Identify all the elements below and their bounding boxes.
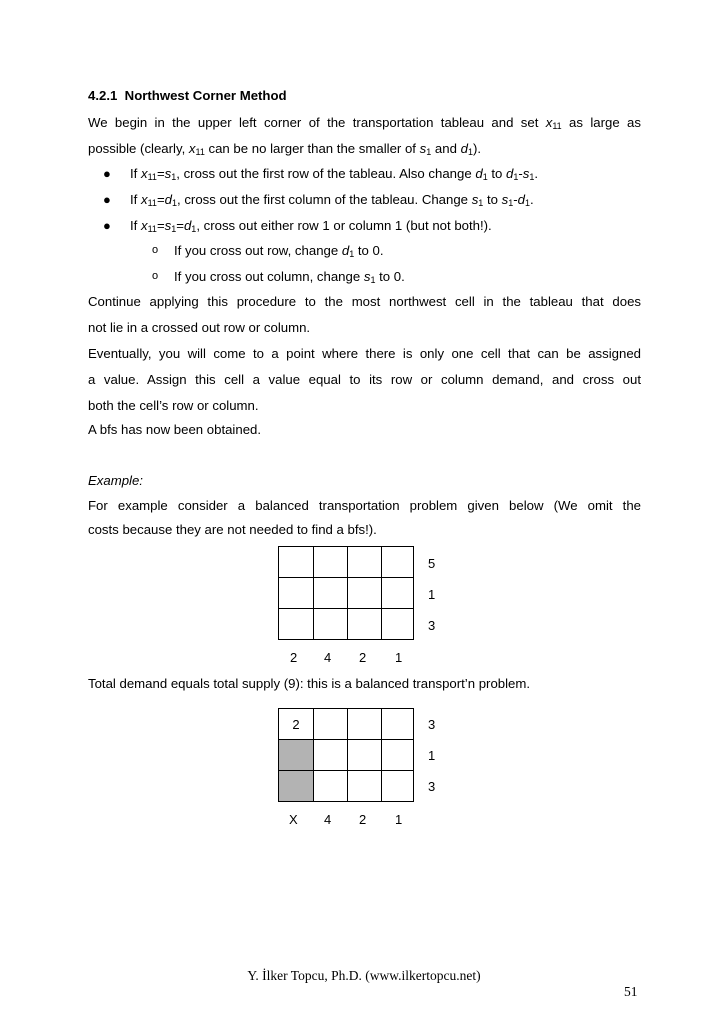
sub-bullet-icon: o [152,244,159,256]
table-row [279,740,414,771]
bullet-item-3: If $x_{11}=s_1=d_1$, cross out either row 1 or column 1 (but not both!). [130,218,492,234]
table-row [279,547,414,578]
example-heading: Example: [88,473,143,488]
table-cell: 2 [279,709,314,740]
supply-value: 1 [428,748,436,763]
table-cell [314,547,348,578]
demand-value: 2 [359,650,367,665]
table-cell [348,578,382,609]
bfs-line: A bfs has now been obtained. [88,422,262,437]
eventually-line-3: both the cell’s row or column. [88,398,259,413]
section-title: Northwest Corner Method [124,88,287,103]
eventually-line-2: a value. Assign this cell a value equal to its row or column demand, and cross out [88,372,641,387]
table-cell [314,709,348,740]
table-row [279,771,414,802]
demand-value: X [289,812,298,827]
demand-value: 4 [324,650,332,665]
eventually-line-1: Eventually, you will come to a point where there is only one cell that can be assigned [88,346,641,361]
demand-value: 4 [324,812,332,827]
table-cell [382,709,414,740]
section-heading [88,88,287,103]
supply-value: 1 [428,587,436,602]
tableau-1 [278,546,414,640]
continue-line-2: not lie in a crossed out row or column. [88,320,311,335]
tableau-2 [278,708,414,802]
table-cell [279,578,314,609]
shaded-cell [279,771,314,802]
continue-line-1: Continue applying this procedure to the most northwest cell in the tableau that does [88,294,641,309]
section-number: 4.2.1 [88,88,118,103]
shaded-cell [279,740,314,771]
bullet-icon: ● [103,218,111,233]
table-cell [314,578,348,609]
bullet-icon: ● [103,166,111,181]
sub-bullet-item-1: If you cross out row, change $d_1$ to 0. [174,243,384,259]
table-row [279,578,414,609]
table-cell [382,609,414,640]
table-row [279,609,414,640]
table-cell [382,771,414,802]
supply-value: 3 [428,618,436,633]
bullet-item-2: If $x_{11}=d_1$, cross out the first column of the tableau. Change $s_1$ to $s_1-d_1$. [130,192,534,208]
table-cell [382,578,414,609]
page-number: 51 [624,984,638,999]
page-footer: Y. İlker Topcu, Ph.D. (www.ilkertopcu.net) [247,968,481,983]
table-row [279,709,414,740]
example-line-2: costs because they are not needed to find a bfs!). [88,522,377,537]
demand-value: 1 [395,812,403,827]
table-cell [279,609,314,640]
supply-value: 3 [428,779,436,794]
sub-bullet-item-2: If you cross out column, change $s_1$ to 0. [174,269,405,285]
demand-value: 1 [395,650,403,665]
table-cell [348,547,382,578]
bullet-item-1: If $x_{11}=s_1$, cross out the first row of the tableau. Also change $d_1$ to $d_1-s_1$. [130,166,539,182]
table-cell [314,771,348,802]
intro-line-1: We begin in the upper left corner of the transportation tableau and set $x_{11}$ as large as [88,115,641,131]
table-cell [314,609,348,640]
example-line-1: For example consider a balanced transportation problem given below (We omit the [88,498,641,513]
demand-value: 2 [359,812,367,827]
supply-value: 5 [428,556,436,571]
table-cell [279,547,314,578]
table-cell [314,740,348,771]
balanced-note: Total demand equals total supply (9): this is a balanced transport’n problem. [88,676,531,691]
supply-value: 3 [428,717,436,732]
table-cell [348,709,382,740]
table-cell [382,740,414,771]
sub-bullet-icon: o [152,270,159,282]
table-cell [382,547,414,578]
table-cell [348,740,382,771]
bullet-icon: ● [103,192,111,207]
table-cell [348,771,382,802]
demand-value: 2 [290,650,298,665]
intro-line-2: possible (clearly, $x_{11}$ can be no larger than the smaller of $s_1$ and $d_1$). [88,141,482,157]
table-cell [348,609,382,640]
